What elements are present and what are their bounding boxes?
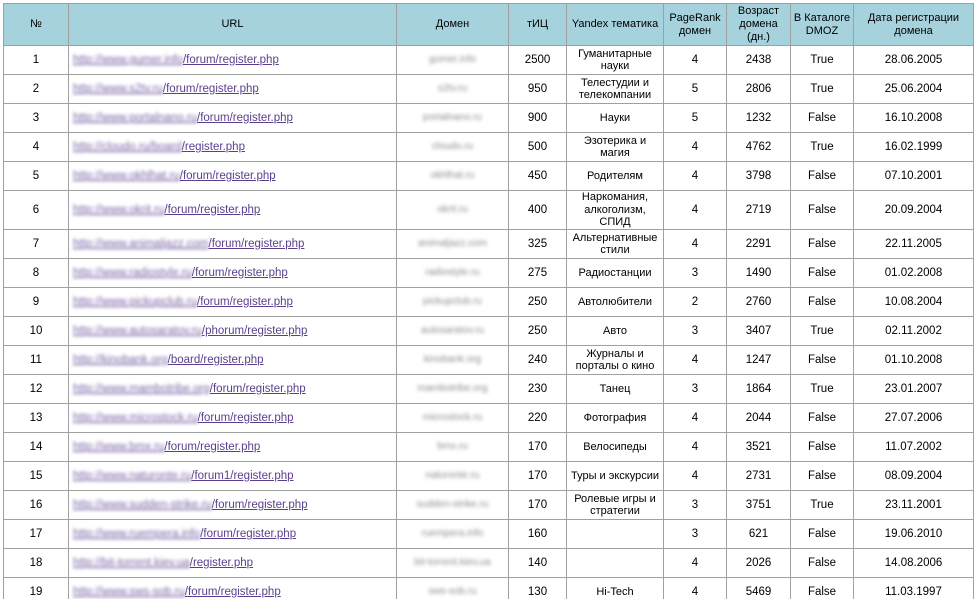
url-path: /forum/register.php (211, 498, 308, 511)
domain-cell (397, 578, 509, 599)
pagerank-cell: 4 (664, 578, 727, 599)
url-cell (69, 549, 397, 578)
register-url-link[interactable] (73, 557, 253, 569)
table-row[interactable] (4, 520, 974, 549)
registration-date-cell: 16.10.2008 (854, 104, 974, 133)
tic-cell: 130 (509, 578, 567, 599)
url-path: /forum/register.php (197, 295, 293, 308)
url-path: /phorum/register.php (201, 324, 308, 337)
header-domain-age[interactable]: Возраст домена (дн.) (727, 4, 791, 46)
pagerank-cell: 3 (664, 259, 727, 288)
yandex-topic-cell: Автолюбители (567, 288, 664, 317)
dmoz-cell: False (791, 462, 854, 491)
url-host: http://kinobank.org (73, 353, 168, 366)
domain-cell (397, 75, 509, 104)
pagerank-cell: 3 (664, 375, 727, 404)
url-host: http://www.s2tv.ru (73, 82, 163, 95)
registration-date-cell: 23.11.2001 (854, 491, 974, 520)
row-number: 7 (4, 230, 69, 259)
url-host: http://www.autosaratov.ru (73, 324, 202, 337)
domain-text: sudden-strike.ru (416, 499, 489, 511)
pagerank-cell: 4 (664, 230, 727, 259)
table-row[interactable] (4, 191, 974, 230)
registration-date-cell: 02.11.2002 (854, 317, 974, 346)
yandex-topic-cell: Науки (567, 104, 664, 133)
domain-cell (397, 462, 509, 491)
row-number: 15 (4, 462, 69, 491)
tic-cell: 450 (509, 162, 567, 191)
domain-age-cell: 3407 (727, 317, 791, 346)
yandex-topic-cell: Танец (567, 375, 664, 404)
domain-age-cell: 621 (727, 520, 791, 549)
domain-age-cell: 2719 (727, 191, 791, 230)
url-cell (69, 404, 397, 433)
yandex-topic-cell: Альтернативные стили (567, 230, 664, 259)
register-url-link[interactable] (73, 383, 306, 395)
table-row[interactable] (4, 491, 974, 520)
url-path: /forum/register.php (184, 585, 281, 598)
table-row[interactable] (4, 104, 974, 133)
url-host: http://www.okhlhat.ru (73, 169, 180, 182)
pagerank-cell: 4 (664, 549, 727, 578)
pagerank-cell: 3 (664, 491, 727, 520)
domain-text: kinobank.org (423, 354, 482, 366)
table-row[interactable] (4, 404, 974, 433)
domain-age-cell: 2806 (727, 75, 791, 104)
registration-date-cell: 01.02.2008 (854, 259, 974, 288)
url-cell (69, 133, 397, 162)
domain-cell (397, 346, 509, 375)
dmoz-cell: True (791, 375, 854, 404)
url-host: http://www.gumer.info (73, 53, 183, 66)
yandex-topic-cell: Туры и экскурсии (567, 462, 664, 491)
url-host: http://www.microstock.ru (73, 411, 198, 424)
dmoz-cell: True (791, 133, 854, 162)
header-registration-date[interactable]: Дата регистрации домена (854, 4, 974, 46)
register-url-link[interactable] (73, 112, 293, 124)
table-row[interactable] (4, 259, 974, 288)
dmoz-cell: False (791, 104, 854, 133)
url-host: http://www.radiostyle.ru (73, 266, 192, 279)
dmoz-cell: False (791, 191, 854, 230)
domain-cell (397, 230, 509, 259)
domain-cell (397, 46, 509, 75)
register-url-link[interactable] (73, 54, 279, 66)
row-number: 19 (4, 578, 69, 599)
dmoz-cell: False (791, 288, 854, 317)
url-cell (69, 578, 397, 599)
tic-cell: 220 (509, 404, 567, 433)
yandex-topic-cell: Родителям (567, 162, 664, 191)
yandex-topic-cell: Фотография (567, 404, 664, 433)
domain-text: microstock.ru (422, 412, 483, 424)
tic-cell: 325 (509, 230, 567, 259)
pagerank-cell: 4 (664, 162, 727, 191)
domain-cell (397, 133, 509, 162)
domain-age-cell: 2044 (727, 404, 791, 433)
url-host: http://www.sudden-strike.ru (73, 498, 212, 511)
domain-text: s2tv.ru (437, 83, 468, 95)
tic-cell: 250 (509, 317, 567, 346)
register-url-link[interactable] (73, 528, 296, 540)
domain-age-cell: 3521 (727, 433, 791, 462)
pagerank-cell: 4 (664, 191, 727, 230)
url-path: /forum/register.php (191, 266, 288, 279)
url-host: http://www.portalnano.ru (73, 111, 198, 124)
tic-cell: 500 (509, 133, 567, 162)
yandex-topic-cell: Радиостанции (567, 259, 664, 288)
row-number: 4 (4, 133, 69, 162)
domain-text: sws-sob.ru (428, 586, 477, 598)
url-host: http://cloudo.ru/board (73, 140, 182, 153)
url-cell (69, 104, 397, 133)
table-row[interactable] (4, 133, 974, 162)
pagerank-cell: 4 (664, 346, 727, 375)
table-body (4, 46, 974, 599)
dmoz-cell: True (791, 491, 854, 520)
yandex-topic-cell: Ролевые игры и стратегии (567, 491, 664, 520)
register-url-link[interactable] (73, 586, 281, 598)
register-url-link[interactable] (73, 412, 294, 424)
url-host: http://www.naturonte.ru (73, 469, 192, 482)
tic-cell: 160 (509, 520, 567, 549)
dmoz-cell: False (791, 578, 854, 599)
row-number: 2 (4, 75, 69, 104)
register-url-link[interactable] (73, 325, 307, 337)
domain-text: bmx.ru (437, 441, 468, 453)
domain-text: pickupclub.ru (423, 296, 482, 308)
pagerank-cell: 4 (664, 133, 727, 162)
url-cell (69, 46, 397, 75)
domain-age-cell: 5469 (727, 578, 791, 599)
yandex-topic-cell: Hi-Tech (567, 578, 664, 599)
row-number: 13 (4, 404, 69, 433)
table-row[interactable] (4, 375, 974, 404)
url-host: http://www.sws-sob.ru (73, 585, 185, 598)
pagerank-cell: 4 (664, 433, 727, 462)
registration-date-cell: 10.08.2004 (854, 288, 974, 317)
table-row[interactable] (4, 162, 974, 191)
domain-cell (397, 491, 509, 520)
dmoz-cell: False (791, 230, 854, 259)
registration-date-cell: 16.02.1999 (854, 133, 974, 162)
url-path: /forum/register.php (182, 53, 279, 66)
url-cell (69, 462, 397, 491)
tic-cell: 170 (509, 433, 567, 462)
registration-date-cell: 19.06.2010 (854, 520, 974, 549)
tic-cell: 950 (509, 75, 567, 104)
url-path: /board/register.php (167, 353, 264, 366)
row-number: 14 (4, 433, 69, 462)
domain-text: portalnano.ru (423, 112, 482, 124)
tic-cell: 240 (509, 346, 567, 375)
pagerank-cell: 5 (664, 75, 727, 104)
header-row (4, 4, 974, 46)
registration-date-cell: 22.11.2005 (854, 230, 974, 259)
register-url-link[interactable] (73, 204, 260, 216)
tic-cell: 170 (509, 491, 567, 520)
pagerank-cell: 4 (664, 46, 727, 75)
row-number: 9 (4, 288, 69, 317)
dmoz-cell: True (791, 75, 854, 104)
table-row[interactable] (4, 75, 974, 104)
row-number: 5 (4, 162, 69, 191)
row-number: 18 (4, 549, 69, 578)
url-path: /forum/register.php (197, 111, 293, 124)
registration-date-cell: 01.10.2008 (854, 346, 974, 375)
table-row[interactable] (4, 462, 974, 491)
yandex-topic-cell: Журналы и порталы о кино (567, 346, 664, 375)
url-host: http://bit-torrent.kiev.ua (73, 556, 190, 569)
table-row[interactable] (4, 288, 974, 317)
domain-age-cell: 2731 (727, 462, 791, 491)
domain-text: okrit.ru (437, 204, 468, 216)
header-domain[interactable]: Домен (397, 4, 509, 46)
tic-cell: 230 (509, 375, 567, 404)
url-path: /register.php (181, 140, 245, 153)
url-host: http://www.mambotribe.org (73, 382, 210, 395)
header-tic[interactable]: тИЦ (509, 4, 567, 46)
url-path: /forum/register.php (209, 382, 306, 395)
row-number: 16 (4, 491, 69, 520)
register-url-link[interactable] (73, 354, 264, 366)
url-path: /forum/register.php (164, 203, 261, 216)
domain-age-cell: 2026 (727, 549, 791, 578)
row-number: 12 (4, 375, 69, 404)
row-number: 11 (4, 346, 69, 375)
domain-text: gumer.info (429, 54, 476, 66)
dmoz-cell: True (791, 46, 854, 75)
dmoz-cell: False (791, 549, 854, 578)
domain-text: okhlhat.ru (430, 170, 475, 182)
domain-age-cell: 2438 (727, 46, 791, 75)
domain-age-cell: 2760 (727, 288, 791, 317)
row-number: 1 (4, 46, 69, 75)
pagerank-cell: 5 (664, 104, 727, 133)
register-url-link[interactable] (73, 296, 293, 308)
domain-text: autosaratov.ru (420, 325, 485, 337)
domain-cell (397, 162, 509, 191)
domain-cell (397, 259, 509, 288)
url-host: http://www.bmx.ru (73, 440, 165, 453)
header-pagerank[interactable]: PageRank домен (664, 4, 727, 46)
pagerank-cell: 4 (664, 462, 727, 491)
url-cell (69, 317, 397, 346)
url-cell (69, 259, 397, 288)
domain-text: ruempera.info (421, 528, 484, 540)
registration-date-cell: 23.01.2007 (854, 375, 974, 404)
row-number: 10 (4, 317, 69, 346)
row-number: 3 (4, 104, 69, 133)
tic-cell: 275 (509, 259, 567, 288)
tic-cell: 2500 (509, 46, 567, 75)
table-row[interactable] (4, 46, 974, 75)
register-url-link[interactable] (73, 470, 294, 482)
yandex-topic-cell: Авто (567, 317, 664, 346)
dmoz-cell: False (791, 346, 854, 375)
pagerank-cell: 3 (664, 317, 727, 346)
domain-age-cell: 1490 (727, 259, 791, 288)
url-cell (69, 433, 397, 462)
domain-text: bit-torrent.kiev.ua (414, 557, 491, 569)
domain-text: mambotribe.org (417, 383, 488, 395)
register-url-link[interactable] (73, 170, 276, 182)
domain-text: animaljazz.com (418, 238, 487, 250)
url-path: /forum1/register.php (191, 469, 294, 482)
register-url-link[interactable] (73, 83, 259, 95)
header-number[interactable]: № (4, 4, 69, 46)
domain-text: radiostyle.ru (425, 267, 480, 279)
row-number: 8 (4, 259, 69, 288)
registration-date-cell: 27.07.2006 (854, 404, 974, 433)
domain-cell (397, 404, 509, 433)
domain-age-cell: 1232 (727, 104, 791, 133)
url-host: http://www.okrit.ru (73, 203, 165, 216)
register-url-link[interactable] (73, 238, 304, 250)
table-row[interactable] (4, 433, 974, 462)
tic-cell: 250 (509, 288, 567, 317)
domain-age-cell: 1864 (727, 375, 791, 404)
url-cell (69, 191, 397, 230)
domain-text: naturonte.ru (425, 470, 480, 482)
table-row[interactable] (4, 578, 974, 599)
yandex-topic-cell: Велосипеды (567, 433, 664, 462)
table-row[interactable] (4, 346, 974, 375)
dmoz-cell: False (791, 433, 854, 462)
registration-date-cell: 11.07.2002 (854, 433, 974, 462)
header-dmoz[interactable]: В Каталоге DMOZ (791, 4, 854, 46)
domain-cell (397, 104, 509, 133)
header-url[interactable]: URL (69, 4, 397, 46)
pagerank-cell: 2 (664, 288, 727, 317)
url-path: /register.php (189, 556, 254, 569)
tic-cell: 400 (509, 191, 567, 230)
url-cell (69, 346, 397, 375)
domain-age-cell: 3751 (727, 491, 791, 520)
tic-cell: 170 (509, 462, 567, 491)
url-cell (69, 162, 397, 191)
header-yandex-topic[interactable]: Yandex тематика (567, 4, 664, 46)
row-number: 17 (4, 520, 69, 549)
registration-date-cell: 20.09.2004 (854, 191, 974, 230)
domain-cell (397, 317, 509, 346)
dmoz-cell: True (791, 317, 854, 346)
url-path: /forum/register.php (164, 440, 261, 453)
url-path: /forum/register.php (200, 527, 297, 540)
registration-date-cell: 25.06.2004 (854, 75, 974, 104)
pagerank-cell: 4 (664, 404, 727, 433)
table-row[interactable] (4, 317, 974, 346)
domain-age-cell: 3798 (727, 162, 791, 191)
register-url-link[interactable] (73, 499, 308, 511)
registration-date-cell: 08.09.2004 (854, 462, 974, 491)
pagerank-cell: 3 (664, 520, 727, 549)
register-url-link[interactable] (73, 267, 288, 279)
url-host: http://www.ruempera.info (73, 527, 201, 540)
domain-cell (397, 375, 509, 404)
registration-date-cell: 11.03.1997 (854, 578, 974, 599)
dmoz-cell: False (791, 404, 854, 433)
url-cell (69, 230, 397, 259)
registration-date-cell: 28.06.2005 (854, 46, 974, 75)
tic-cell: 140 (509, 549, 567, 578)
yandex-topic-cell: Гуманитарные науки (567, 46, 664, 75)
sites-table (3, 3, 974, 599)
domain-cell (397, 191, 509, 230)
url-path: /forum/register.php (208, 237, 305, 250)
domain-cell (397, 520, 509, 549)
tic-cell: 900 (509, 104, 567, 133)
domain-cell (397, 288, 509, 317)
yandex-topic-cell: Эзотерика и магия (567, 133, 664, 162)
yandex-topic-cell: Телестудии и телекомпании (567, 75, 664, 104)
register-url-link[interactable] (73, 141, 245, 153)
yandex-topic-cell (567, 549, 664, 578)
url-path: /forum/register.php (197, 411, 294, 424)
url-path: /forum/register.php (179, 169, 276, 182)
url-cell (69, 75, 397, 104)
domain-cell (397, 433, 509, 462)
registration-date-cell: 07.10.2001 (854, 162, 974, 191)
table-row[interactable] (4, 230, 974, 259)
yandex-topic-cell (567, 520, 664, 549)
domain-age-cell: 4762 (727, 133, 791, 162)
url-host: http://www.pickupclub.ru (73, 295, 198, 308)
domain-age-cell: 2291 (727, 230, 791, 259)
row-number: 6 (4, 191, 69, 230)
domain-cell (397, 549, 509, 578)
yandex-topic-cell: Наркомания, алкоголизм, СПИД (567, 191, 664, 230)
url-cell (69, 288, 397, 317)
register-url-link[interactable] (73, 441, 260, 453)
url-cell (69, 375, 397, 404)
dmoz-cell: False (791, 259, 854, 288)
table-row[interactable] (4, 549, 974, 578)
dmoz-cell: False (791, 162, 854, 191)
url-path: /forum/register.php (162, 82, 259, 95)
url-cell (69, 491, 397, 520)
domain-age-cell: 1247 (727, 346, 791, 375)
registration-date-cell: 14.08.2006 (854, 549, 974, 578)
dmoz-cell: False (791, 520, 854, 549)
url-host: http://www.animaljazz.com (73, 237, 209, 250)
domain-text: cloudo.ru (431, 141, 474, 153)
url-cell (69, 520, 397, 549)
